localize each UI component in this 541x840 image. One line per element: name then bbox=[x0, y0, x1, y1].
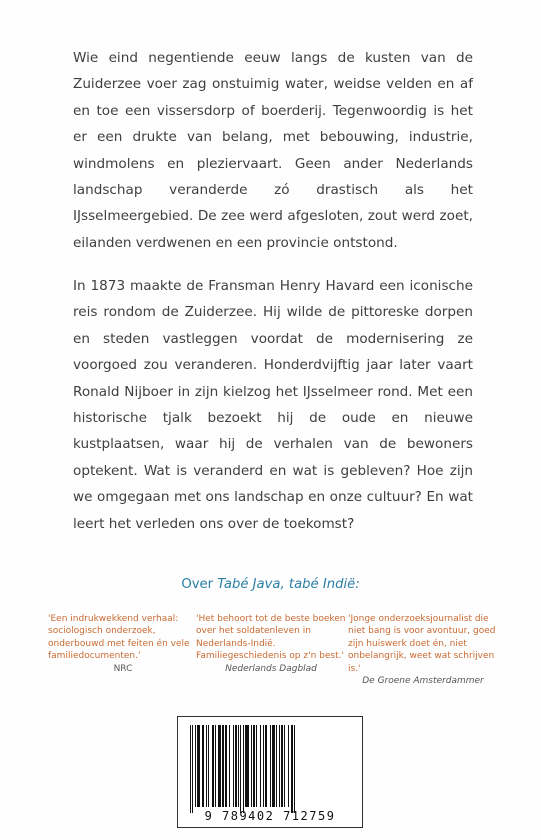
previous-book-heading bbox=[0, 577, 541, 592]
barcode-bar bbox=[294, 725, 295, 813]
quote-source: Nederlands Dagblad bbox=[225, 663, 317, 674]
review-quote-2 bbox=[196, 613, 346, 675]
isbn-number: 9 789402 712759 bbox=[204, 809, 336, 823]
isbn-barcode bbox=[177, 716, 363, 828]
over-prefix: Over bbox=[181, 577, 218, 592]
review-quote-1 bbox=[48, 613, 198, 675]
quote-source: NRC bbox=[113, 663, 133, 674]
review-quote-3 bbox=[348, 613, 498, 687]
blurb-paragraph-2: In 1873 maakte de Fransman Henry Havard een iconische reis rondom de Zuiderzee. Hij wilde de pittoreske dorpen en steden vastleggen voordat de modernisering ze voorgoed zou veranderen. Honderdvijftig jaar later vaart Ronald Nijboer in zijn kielzog het IJsselmeer rond. Met een historische tjalk bezoekt hij de oude en nieuwe kustplaatsen, waar hij de verhalen van de bewoners optekent. Wat is veranderd en wat is gebleven? Hoe zijn we omgegaan met ons landschap en onze cultuur? En wat leert het verleden ons over de toekomst? bbox=[73, 278, 473, 532]
barcode-bars bbox=[190, 725, 350, 807]
quote-text: 'Een indrukwekkend verhaal: sociologisch onderzoek, onderbouwd met feiten én vele familiedocumenten.' bbox=[48, 614, 190, 662]
blurb-paragraph-1: Wie eind negentiende eeuw langs de kusten van de Zuiderzee voer zag onstuimig water, weidse velden en af en toe een vissersdorp of boerderij. Tegenwoordig is het er een drukte van belang, met bebouwing, industrie, windmolens en pleziervaart. Geen ander Nederlands landschap veranderde zó drastisch als het IJsselmeergebied. De zee werd afgesloten, zout werd zoet, eilanden verdwenen en een provincie ontstond. bbox=[73, 50, 473, 251]
quote-source: De Groene Amsterdammer bbox=[362, 676, 484, 687]
quote-text: 'Jonge onderzoeksjournalist die niet bang is voor avontuur, goed zijn huiswerk doet én, niet onbelangrijk, weet wat schrijven is.' bbox=[348, 614, 496, 674]
quote-text: 'Het behoort tot de beste boeken over het soldatenleven in Nederlands-Indië. Familiegeschiedenis op z'n best.' bbox=[196, 614, 346, 662]
previous-book-title: Tabé Java, tabé Indië: bbox=[217, 577, 360, 592]
